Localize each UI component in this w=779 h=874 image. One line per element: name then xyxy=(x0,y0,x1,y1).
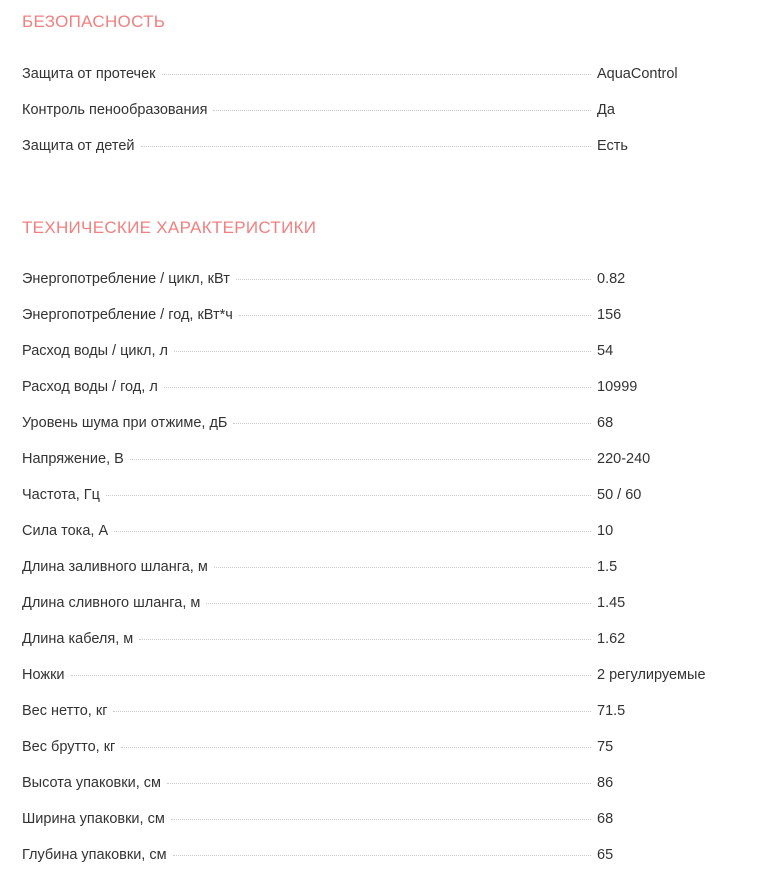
spec-label: Напряжение, В xyxy=(22,451,124,467)
spec-label: Высота упаковки, см xyxy=(22,775,161,791)
spec-dot-leader xyxy=(239,314,591,316)
spec-value: 65 xyxy=(597,847,614,863)
spec-value: 68 xyxy=(597,415,614,431)
spec-value: 50 / 60 xyxy=(597,487,642,503)
spec-dot-leader xyxy=(162,73,591,75)
spec-dot-leader xyxy=(214,566,591,568)
section-title-security: БЕЗОПАСНОСТЬ xyxy=(22,12,166,31)
spec-label: Сила тока, А xyxy=(22,523,109,539)
spec-dot-leader xyxy=(173,854,591,856)
spec-row xyxy=(22,261,757,297)
spec-value: Есть xyxy=(597,138,628,154)
spec-label: Длина заливного шланга, м xyxy=(22,559,208,575)
spec-label: Ширина упаковки, см xyxy=(22,811,165,827)
spec-dot-leader xyxy=(236,278,591,280)
spec-row xyxy=(22,729,757,765)
spec-list-technical xyxy=(22,261,757,873)
section-security xyxy=(22,0,757,164)
section-title-technical: ТЕХНИЧЕСКИЕ ХАРАКТЕРИСТИКИ xyxy=(22,218,317,237)
spec-list-security xyxy=(22,56,757,164)
spec-dot-leader xyxy=(121,746,591,748)
spec-label: Защита от протечек xyxy=(22,66,156,82)
spec-label: Энергопотребление / цикл, кВт xyxy=(22,271,230,287)
spec-row xyxy=(22,693,757,729)
spec-value: 0.82 xyxy=(597,271,626,287)
spec-row xyxy=(22,297,757,333)
spec-dot-leader xyxy=(114,530,591,532)
spec-label: Вес брутто, кг xyxy=(22,739,116,755)
spec-dot-leader xyxy=(174,350,591,352)
spec-row xyxy=(22,513,757,549)
spec-value: 156 xyxy=(597,307,622,323)
spec-row xyxy=(22,92,757,128)
spec-value: AquaControl xyxy=(597,66,678,82)
spec-value: 54 xyxy=(597,343,614,359)
spec-row xyxy=(22,549,757,585)
spec-dot-leader xyxy=(171,818,591,820)
spec-value: 1.5 xyxy=(597,559,618,575)
spec-row xyxy=(22,56,757,92)
spec-label: Частота, Гц xyxy=(22,487,100,503)
spec-label: Контроль пенообразования xyxy=(22,102,208,118)
spec-row xyxy=(22,585,757,621)
spec-row xyxy=(22,405,757,441)
spec-dot-leader xyxy=(213,109,591,111)
spec-value: 68 xyxy=(597,811,614,827)
spec-label: Ножки xyxy=(22,667,65,683)
spec-value: 71.5 xyxy=(597,703,626,719)
spec-dot-leader xyxy=(130,458,591,460)
spec-value: 86 xyxy=(597,775,614,791)
spec-value: 1.45 xyxy=(597,595,626,611)
spec-value: 10 xyxy=(597,523,614,539)
spec-row xyxy=(22,837,757,873)
spec-dot-leader xyxy=(141,145,591,147)
spec-value: 220-240 xyxy=(597,451,651,467)
spec-row xyxy=(22,765,757,801)
spec-dot-leader xyxy=(233,422,591,424)
spec-dot-leader xyxy=(164,386,591,388)
section-technical-characteristics xyxy=(22,164,757,873)
spec-dot-leader xyxy=(106,494,591,496)
spec-row xyxy=(22,801,757,837)
spec-label: Глубина упаковки, см xyxy=(22,847,167,863)
spec-dot-leader xyxy=(139,638,591,640)
spec-dot-leader xyxy=(113,710,591,712)
spec-dot-leader xyxy=(71,674,591,676)
spec-value: 2 регулируемые xyxy=(597,667,706,683)
spec-row xyxy=(22,621,757,657)
spec-label: Расход воды / цикл, л xyxy=(22,343,168,359)
spec-dot-leader xyxy=(206,602,591,604)
spec-label: Расход воды / год, л xyxy=(22,379,158,395)
spec-dot-leader xyxy=(167,782,591,784)
spec-row xyxy=(22,369,757,405)
spec-value: 10999 xyxy=(597,379,638,395)
spec-label: Уровень шума при отжиме, дБ xyxy=(22,415,228,431)
spec-label: Длина сливного шланга, м xyxy=(22,595,201,611)
spec-label: Длина кабеля, м xyxy=(22,631,134,647)
spec-value: 1.62 xyxy=(597,631,626,647)
spec-value: 75 xyxy=(597,739,614,755)
spec-row xyxy=(22,477,757,513)
spec-label: Вес нетто, кг xyxy=(22,703,108,719)
spec-label: Защита от детей xyxy=(22,138,135,154)
spec-row xyxy=(22,128,757,164)
spec-row xyxy=(22,333,757,369)
spec-row xyxy=(22,657,757,693)
spec-label: Энергопотребление / год, кВт*ч xyxy=(22,307,233,323)
spec-row xyxy=(22,441,757,477)
spec-value: Да xyxy=(597,102,615,118)
